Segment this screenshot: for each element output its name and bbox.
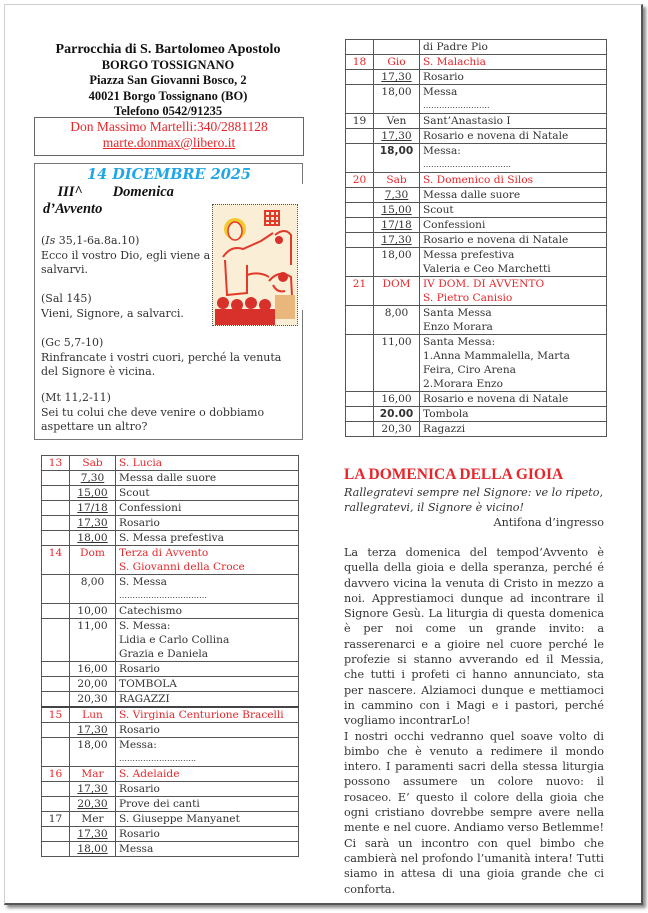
schedule-event-line: S. Domenico di Silos: [423, 174, 534, 186]
schedule-weekday: Mar: [70, 767, 116, 782]
schedule-event-line: RAGAZZI: [119, 693, 170, 705]
schedule-event: [420, 277, 607, 306]
schedule-time: 15,00: [374, 203, 420, 218]
schedule-event-line: S. Virginia Centurione Bracelli: [119, 709, 284, 721]
schedule-row: [346, 203, 607, 218]
schedule-time: 11,00: [70, 619, 116, 662]
schedule-event: [420, 422, 607, 437]
schedule-event-line: ……………………………: [423, 160, 511, 169]
schedule-weekday: [374, 40, 420, 55]
schedule-event-line: Feira, Ciro Arena: [423, 364, 516, 376]
schedule-day: [42, 516, 70, 531]
schedule-event-line: Confessioni: [423, 219, 486, 231]
schedule-event: [116, 516, 299, 531]
schedule-event: [420, 114, 607, 129]
schedule-day: [346, 392, 374, 407]
sacred-icon-image: [212, 204, 298, 326]
schedule-event-line: 2.Morara Enzo: [423, 378, 503, 390]
schedule-event: [116, 738, 299, 767]
sunday-title-word: Domenica: [112, 184, 174, 200]
schedule-day: [42, 501, 70, 516]
schedule-event: [116, 842, 299, 857]
reading: [41, 234, 211, 278]
schedule-event-line: Grazia e Daniela: [119, 648, 209, 660]
schedule-event: [116, 575, 299, 604]
schedule-event-line: Prove dei canti: [119, 798, 200, 810]
schedule-time: 17,30: [70, 782, 116, 797]
sunday-title-ordinal: III^: [57, 184, 83, 200]
schedule-time: 15,00: [70, 486, 116, 501]
reading: [41, 336, 299, 380]
schedule-event: [116, 604, 299, 619]
schedule-day: [346, 407, 374, 422]
schedule-event-line: Rosario e novena di Natale: [423, 234, 569, 246]
schedule-event-line: Rosario: [119, 724, 160, 736]
schedule-day: [346, 248, 374, 277]
schedule-time: 18,00: [374, 248, 420, 277]
schedule-table-left: [41, 455, 299, 857]
schedule-event: [116, 456, 299, 471]
schedule-event-line: Rosario e novena di Natale: [423, 130, 569, 142]
schedule-row: [42, 692, 299, 708]
schedule-time: 17,30: [70, 516, 116, 531]
schedule-weekday: Lun: [70, 707, 116, 723]
sunday-date: 14 DICEMBRE 2025: [87, 166, 251, 183]
schedule-row: [42, 662, 299, 677]
priest-email-link[interactable]: marte.donmax@libero.it: [102, 135, 236, 150]
schedule-time: 18,00: [70, 842, 116, 857]
article-paragraph: La terza domenica del tempod’Avvento è quella della gioia e della speranza, perché é davvero vicina la venuta di Cristo in mezzo a noi. Apprestiamoci dunque ad incontrare il Signore Gesù. La liturgia di questa domenica è per noi come un grande invito: a rasserenarci e a gioire nel cuore perché le profezie si stanno avverando ed il Messia, che tutti i profeti ci hanno annunciato, sta per nascere. Alziamoci dunque e mettiamoci in cammino con i Magi e i pastori, perché vogliamo incontrarLo!: [344, 546, 604, 728]
schedule-event: [420, 203, 607, 218]
schedule-row: [346, 248, 607, 277]
schedule-row: [346, 85, 607, 114]
schedule-event-line: ………………………..: [119, 754, 197, 763]
schedule-event: [420, 407, 607, 422]
schedule-row: [42, 842, 299, 857]
schedule-event-line: ……………………………: [119, 591, 207, 600]
schedule-event-line: Catechismo: [119, 605, 182, 617]
schedule-day: [346, 144, 374, 173]
schedule-day: [42, 662, 70, 677]
schedule-event-line: Sant’Anastasio I: [423, 115, 511, 127]
schedule-event-line: Messa: [423, 86, 458, 98]
sunday-title-season: d’Avvento: [43, 201, 103, 217]
schedule-row: [346, 233, 607, 248]
schedule-event-line: Santa Messa: [423, 307, 492, 319]
schedule-day: [42, 486, 70, 501]
schedule-event: [116, 546, 299, 575]
schedule-event-line: Rosario: [423, 71, 464, 83]
schedule-event: [116, 707, 299, 723]
schedule-time: 17,30: [70, 723, 116, 738]
schedule-day: [346, 306, 374, 335]
schedule-row: [42, 619, 299, 662]
schedule-event-line: Confessioni: [119, 502, 182, 514]
schedule-event: [116, 827, 299, 842]
schedule-row: [346, 188, 607, 203]
schedule-row: [346, 114, 607, 129]
schedule-row: [346, 392, 607, 407]
reading: [41, 391, 299, 435]
parish-town: BORGO TOSSIGNANO: [101, 57, 235, 72]
schedule-row: [42, 797, 299, 812]
schedule-row: [346, 40, 607, 55]
schedule-event: [420, 188, 607, 203]
parish-name: Parrocchia di S. Bartolomeo Apostolo: [55, 42, 281, 57]
schedule-event: [420, 335, 607, 392]
schedule-row: [346, 173, 607, 188]
schedule-event-line: Santa Messa:: [423, 336, 496, 348]
schedule-row: [42, 516, 299, 531]
reading-text: Rinfrancate i vostri cuori, perché la venuta del Signore è vicina.: [41, 350, 282, 378]
schedule-event-line: Rosario: [119, 783, 160, 795]
schedule-day: [42, 827, 70, 842]
reading-reference: (Is 35,1-6a.8a.10): [41, 234, 140, 247]
schedule-event: [116, 662, 299, 677]
schedule-row: [42, 723, 299, 738]
schedule-event: [420, 144, 607, 173]
schedule-time: 18,00: [374, 144, 420, 173]
schedule-event-line: S. Giovanni della Croce: [119, 561, 245, 573]
reading-reference: (Gc 5,7-10): [41, 336, 104, 349]
schedule-event: [420, 55, 607, 70]
schedule-time: 17/18: [70, 501, 116, 516]
schedule-event: [116, 677, 299, 692]
schedule-time: 17,30: [374, 129, 420, 144]
schedule-weekday: Gio: [374, 55, 420, 70]
schedule-row: [346, 129, 607, 144]
schedule-time: 7,30: [70, 471, 116, 486]
schedule-time: 20,30: [374, 422, 420, 437]
schedule-time: 18,00: [70, 738, 116, 767]
schedule-day: 14: [42, 546, 70, 575]
schedule-day: 13: [42, 456, 70, 471]
schedule-time: 20,30: [70, 797, 116, 812]
schedule-row: [42, 575, 299, 604]
schedule-row: [42, 812, 299, 827]
schedule-row: [42, 707, 299, 723]
schedule-day: [42, 677, 70, 692]
schedule-time: 18,00: [70, 531, 116, 546]
parish-header: [30, 42, 306, 120]
schedule-weekday: Ven: [374, 114, 420, 129]
schedule-row: [42, 767, 299, 782]
schedule-time: 11,00: [374, 335, 420, 392]
schedule-row: [42, 456, 299, 471]
schedule-day: 21: [346, 277, 374, 306]
schedule-event: [116, 619, 299, 662]
schedule-row: [42, 677, 299, 692]
schedule-row: [42, 486, 299, 501]
schedule-day: [346, 85, 374, 114]
schedule-day: 16: [42, 767, 70, 782]
parish-phone: Telefono 0542/91235: [113, 104, 223, 118]
schedule-event: [116, 782, 299, 797]
schedule-row: [346, 144, 607, 173]
schedule-event-line: Rosario e novena di Natale: [423, 393, 569, 405]
schedule-event-line: IV DOM. DI AVVENTO: [423, 278, 545, 290]
schedule-event-line: Messa dalle suore: [423, 189, 521, 201]
schedule-event: [420, 129, 607, 144]
schedule-event-line: di Padre Pio: [423, 41, 488, 53]
schedule-event: [116, 471, 299, 486]
schedule-time: 8,00: [374, 306, 420, 335]
schedule-day: [42, 575, 70, 604]
schedule-day: [42, 782, 70, 797]
reading-text: Sei tu colui che deve venire o dobbiamo aspettare un altro?: [41, 405, 265, 433]
schedule-row: [346, 218, 607, 233]
schedule-time: 17,30: [374, 70, 420, 85]
schedule-day: [42, 619, 70, 662]
schedule-event-line: Rosario: [119, 517, 160, 529]
schedule-day: [346, 40, 374, 55]
parish-city: 40021 Borgo Tossignano (BO): [88, 88, 248, 103]
schedule-time: 20,00: [70, 677, 116, 692]
schedule-day: [42, 738, 70, 767]
schedule-event-line: S. Pietro Canisio: [423, 292, 513, 304]
article-title: LA DOMENICA DELLA GIOIA: [344, 466, 564, 483]
schedule-event-line: S. Giuseppe Manyanet: [119, 813, 240, 825]
schedule-event-line: Tombola: [423, 408, 469, 420]
schedule-day: [346, 218, 374, 233]
schedule-time: 16,00: [70, 662, 116, 677]
schedule-event: [116, 812, 299, 827]
schedule-row: [346, 55, 607, 70]
schedule-event-line: Rosario: [119, 828, 160, 840]
schedule-day: 17: [42, 812, 70, 827]
schedule-event: [116, 501, 299, 516]
schedule-event-line: S. Messa: [119, 576, 167, 588]
schedule-day: [346, 129, 374, 144]
schedule-row: [42, 827, 299, 842]
schedule-day: 18: [346, 55, 374, 70]
schedule-weekday: Sab: [70, 456, 116, 471]
article-antiphon: Rallegratevi sempre nel Signore: ve lo ripeto, rallegratevi, il Signore è vicino!: [344, 486, 603, 514]
schedule-event: [420, 70, 607, 85]
schedule-event-line: Rosario: [119, 663, 160, 675]
schedule-event: [116, 797, 299, 812]
schedule-time: 17,30: [70, 827, 116, 842]
schedule-event: [420, 306, 607, 335]
schedule-time: 17,30: [374, 233, 420, 248]
schedule-event-line: Valeria e Ceo Marchetti: [423, 263, 551, 275]
schedule-event-line: Scout: [423, 204, 454, 216]
schedule-time: 10,00: [70, 604, 116, 619]
reading-reference: (Sal 145): [41, 292, 92, 305]
schedule-event: [420, 85, 607, 114]
schedule-day: [42, 692, 70, 708]
schedule-weekday: DOM: [374, 277, 420, 306]
schedule-row: [42, 604, 299, 619]
schedule-time: 17/18: [374, 218, 420, 233]
schedule-event-line: Messa: [119, 843, 154, 855]
schedule-event-line: Messa:: [423, 145, 461, 157]
priest-contact-box: [34, 117, 304, 156]
schedule-day: 19: [346, 114, 374, 129]
schedule-day: [42, 531, 70, 546]
schedule-event-line: 1.Anna Mammalella, Marta: [423, 350, 570, 362]
schedule-row: [42, 738, 299, 767]
schedule-row: [42, 782, 299, 797]
schedule-event-line: S. Lucia: [119, 457, 163, 469]
schedule-day: [42, 797, 70, 812]
schedule-day: [42, 723, 70, 738]
schedule-time: 20.00: [374, 407, 420, 422]
schedule-day: [346, 233, 374, 248]
schedule-day: [346, 188, 374, 203]
schedule-time: 8,00: [70, 575, 116, 604]
schedule-event: [116, 531, 299, 546]
schedule-event-line: Enzo Morara: [423, 321, 493, 333]
schedule-row: [346, 422, 607, 437]
schedule-weekday: Dom: [70, 546, 116, 575]
reading-text: Ecco il vostro Dio, egli viene a salvarvi.: [41, 248, 211, 276]
reading-reference: (Mt 11,2-11): [41, 391, 111, 404]
reading: [41, 292, 211, 321]
schedule-day: [346, 335, 374, 392]
schedule-event-line: …………………….: [423, 101, 490, 110]
schedule-day: [42, 604, 70, 619]
priest-contact: Don Massimo Martelli:340/2881128: [70, 119, 268, 134]
schedule-day: 20: [346, 173, 374, 188]
schedule-event-line: S. Adelaide: [119, 768, 180, 780]
schedule-event-line: Messa prefestiva: [423, 249, 515, 261]
schedule-row: [42, 471, 299, 486]
schedule-day: [42, 471, 70, 486]
schedule-time: 16,00: [374, 392, 420, 407]
article-body: [344, 545, 604, 897]
schedule-event-line: Lidia e Carlo Collina: [119, 634, 230, 646]
schedule-time: 7,30: [374, 188, 420, 203]
schedule-row: [346, 407, 607, 422]
parish-address: Piazza San Giovanni Bosco, 2: [89, 73, 247, 87]
schedule-day: [346, 422, 374, 437]
schedule-event: [420, 218, 607, 233]
schedule-day: [346, 203, 374, 218]
schedule-weekday: Mer: [70, 812, 116, 827]
sunday-title: [43, 184, 213, 218]
schedule-event-line: Messa:: [119, 739, 157, 751]
schedule-event: [116, 692, 299, 708]
schedule-row: [42, 546, 299, 575]
schedule-row: [42, 531, 299, 546]
schedule-event: [116, 723, 299, 738]
reading-text: Vieni, Signore, a salvarci.: [41, 306, 184, 320]
schedule-event-line: Terza di Avvento: [119, 547, 209, 559]
schedule-weekday: Sab: [374, 173, 420, 188]
schedule-row: [42, 501, 299, 516]
schedule-row: [346, 306, 607, 335]
schedule-day: 15: [42, 707, 70, 723]
schedule-event: [116, 486, 299, 501]
schedule-event-line: TOMBOLA: [119, 678, 177, 690]
schedule-event-line: S. Malachia: [423, 56, 486, 68]
schedule-event: [420, 248, 607, 277]
schedule-event-line: Messa dalle suore: [119, 472, 217, 484]
schedule-event: [420, 392, 607, 407]
schedule-event: [116, 767, 299, 782]
schedule-time: 18,00: [374, 85, 420, 114]
schedule-row: [346, 335, 607, 392]
schedule-event: [420, 40, 607, 55]
schedule-event-line: S. Messa:: [119, 620, 171, 632]
schedule-event: [420, 173, 607, 188]
schedule-event-line: S. Messa prefestiva: [119, 532, 224, 544]
jesus-icon-illustration: [213, 205, 297, 325]
schedule-event: [420, 233, 607, 248]
schedule-row: [346, 277, 607, 306]
schedule-event-line: Scout: [119, 487, 150, 499]
schedule-event-line: Ragazzi: [423, 423, 466, 435]
article: [344, 466, 604, 897]
schedule-row: [346, 70, 607, 85]
article-antiphon-source: Antifona d’ingresso: [493, 516, 604, 529]
schedule-day: [346, 70, 374, 85]
article-paragraph: I nostri occhi vedranno quel soave volto di bimbo che è venuto a redimere il mondo intero. I paramenti sacri della stessa liturgia possono assumere un colore nuovo: il rosaceo. E’ questo il colore della gioia che ogni cristiano dovrebbe sempre avere nella mente e nel cuore. Andiamo verso Betlemme! Ci sarà un incontro con quel bimbo che cambierà nel profondo l’umanità intera! Tutti siamo in attesa di una gioia grande che ci conforta.: [344, 729, 604, 896]
schedule-time: 20,30: [70, 692, 116, 708]
schedule-table-right: [345, 39, 607, 437]
schedule-day: [42, 842, 70, 857]
